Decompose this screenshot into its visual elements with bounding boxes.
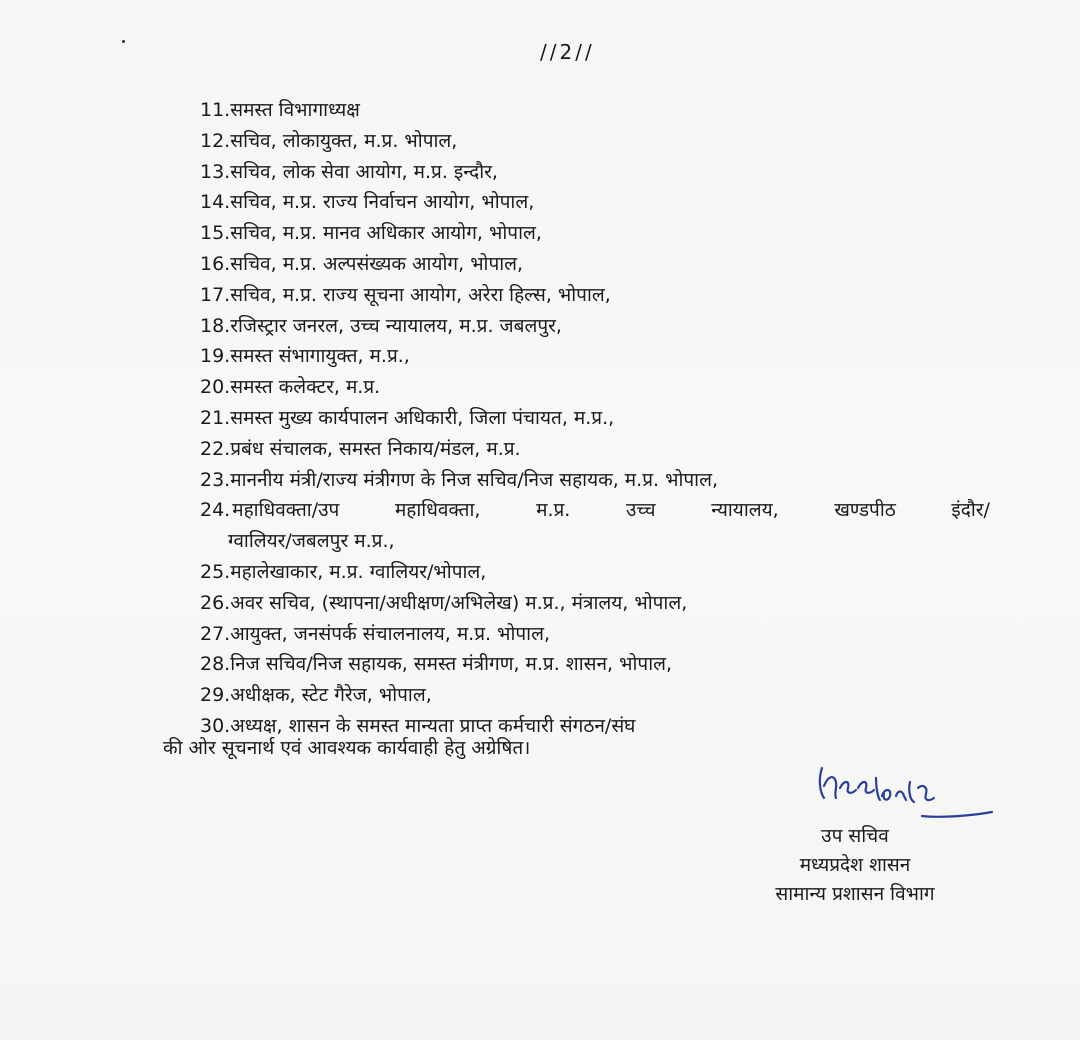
list-item-number: 18. (200, 314, 231, 337)
list-item-text: आयुक्त, जनसंपर्क संचालनालय, म.प्र. भोपाल, (230, 622, 551, 645)
list-item-text: सचिव, म.प्र. मानव अधिकार आयोग, भोपाल, (230, 222, 542, 245)
list-item-word: न्यायालय, (711, 499, 779, 522)
list-item-text: सचिव, म.प्र. राज्य निर्वाचन आयोग, भोपाल, (230, 191, 535, 214)
list-item-number: 11. (200, 99, 231, 121)
list-item-text: रजिस्ट्रार जनरल, उच्च न्यायालय, म.प्र. जबलपुर, (230, 314, 562, 337)
list-item-continuation: ग्वालियर/जबलपुर म.प्र., (228, 530, 395, 553)
list-item-word: महाधिवक्ता/उप (232, 499, 340, 522)
list-item-number: 24. (200, 499, 231, 522)
signatory-department: सामान्य प्रशासन विभाग (775, 883, 935, 905)
list-item-number: 21. (200, 406, 231, 429)
list-item (200, 465, 1000, 496)
list-item (200, 157, 1000, 188)
list-item-number: 29. (200, 684, 231, 707)
list-item-number: 28. (200, 653, 231, 676)
recipient-list (200, 95, 1000, 742)
list-item-word: उच्च (625, 499, 656, 522)
list-item (200, 619, 1000, 650)
list-item-number: 12. (200, 129, 231, 152)
list-item-text: अधीक्षक, स्टेट गैरेज, भोपाल, (230, 684, 432, 707)
list-item (200, 187, 1000, 218)
list-item (200, 249, 1000, 280)
list-item-number: 20. (200, 376, 231, 399)
signatory-government: मध्यप्रदेश शासन (799, 854, 911, 876)
list-item-text: सचिव, म.प्र. अल्पसंख्यक आयोग, भोपाल, (230, 252, 524, 275)
list-item-number: 27. (200, 622, 231, 645)
list-item-text: अध्यक्ष, शासन के समस्त मान्यता प्राप्त कर्मचारी संगठन/संघ (230, 714, 636, 737)
list-item (200, 557, 1000, 588)
list-item-text: माननीय मंत्री/राज्य मंत्रीगण के निज सचिव/निज सहायक, म.प्र. भोपाल, (230, 468, 718, 491)
list-item-text: समस्त विभागाध्यक्ष (230, 99, 360, 121)
list-item (200, 218, 1000, 249)
list-item-number: 17. (200, 283, 231, 306)
list-item (200, 95, 1000, 126)
list-item-number: 19. (200, 345, 231, 368)
list-item-text: प्रबंध संचालक, समस्त निकाय/मंडल, म.प्र. (230, 437, 521, 460)
list-item (200, 680, 1000, 711)
list-item-text: सचिव, लोक सेवा आयोग, म.प्र. इन्दौर, (230, 160, 498, 183)
list-item-text: समस्त मुख्य कार्यपालन अधिकारी, जिला पंचायत, म.प्र., (230, 406, 615, 429)
closing-line: की ओर सूचनार्थ एवं आवश्यक कार्यवाही हेतु अग्रेषित। (163, 737, 531, 759)
list-item-text: समस्त संभागायुक्त, म.प्र., (230, 345, 410, 368)
list-item-number: 22. (200, 437, 231, 460)
list-item-number: 14. (200, 191, 231, 214)
scan-speck (122, 40, 125, 43)
list-item-number: 25. (200, 560, 231, 583)
list-item (200, 649, 1000, 680)
list-item-word: म.प्र. (536, 499, 571, 522)
list-item (200, 434, 1000, 465)
list-item (200, 126, 1000, 157)
list-item-text: समस्त कलेक्टर, म.प्र. (230, 376, 381, 399)
list-item-word: इंदौर/ (951, 499, 990, 522)
list-item-number: 15. (200, 222, 231, 245)
list-item-number: 16. (200, 252, 231, 275)
list-item (200, 588, 1000, 619)
list-item-text: सचिव, म.प्र. राज्य सूचना आयोग, अरेरा हिल्स, भोपाल, (230, 283, 611, 306)
list-item-word: खण्डपीठ (834, 499, 896, 522)
list-item (200, 495, 1000, 557)
list-item-number: 26. (200, 591, 231, 614)
list-item-number: 13. (200, 160, 231, 183)
list-item-number: 30. (200, 714, 231, 737)
list-item-text: महालेखाकार, म.प्र. ग्वालियर/भोपाल, (230, 560, 487, 583)
list-item-number: 23. (200, 468, 231, 491)
page-number: //2// (540, 40, 595, 64)
list-item (200, 280, 1000, 311)
list-item-text: सचिव, लोकायुक्त, म.प्र. भोपाल, (230, 129, 458, 152)
list-item-line (200, 495, 990, 526)
list-item-text: निज सचिव/निज सहायक, समस्त मंत्रीगण, म.प्र. शासन, भोपाल, (230, 653, 673, 676)
signature-block (740, 822, 970, 909)
signatory-designation: उप सचिव (821, 825, 889, 847)
list-item (200, 372, 1000, 403)
list-item-word: महाधिवक्ता, (394, 499, 481, 522)
list-item (200, 311, 1000, 342)
list-item-text: अवर सचिव, (स्थापना/अधीक्षण/अभिलेख) म.प्र., मंत्रालय, भोपाल, (230, 591, 688, 614)
list-item (200, 403, 1000, 434)
list-item (200, 341, 1000, 372)
